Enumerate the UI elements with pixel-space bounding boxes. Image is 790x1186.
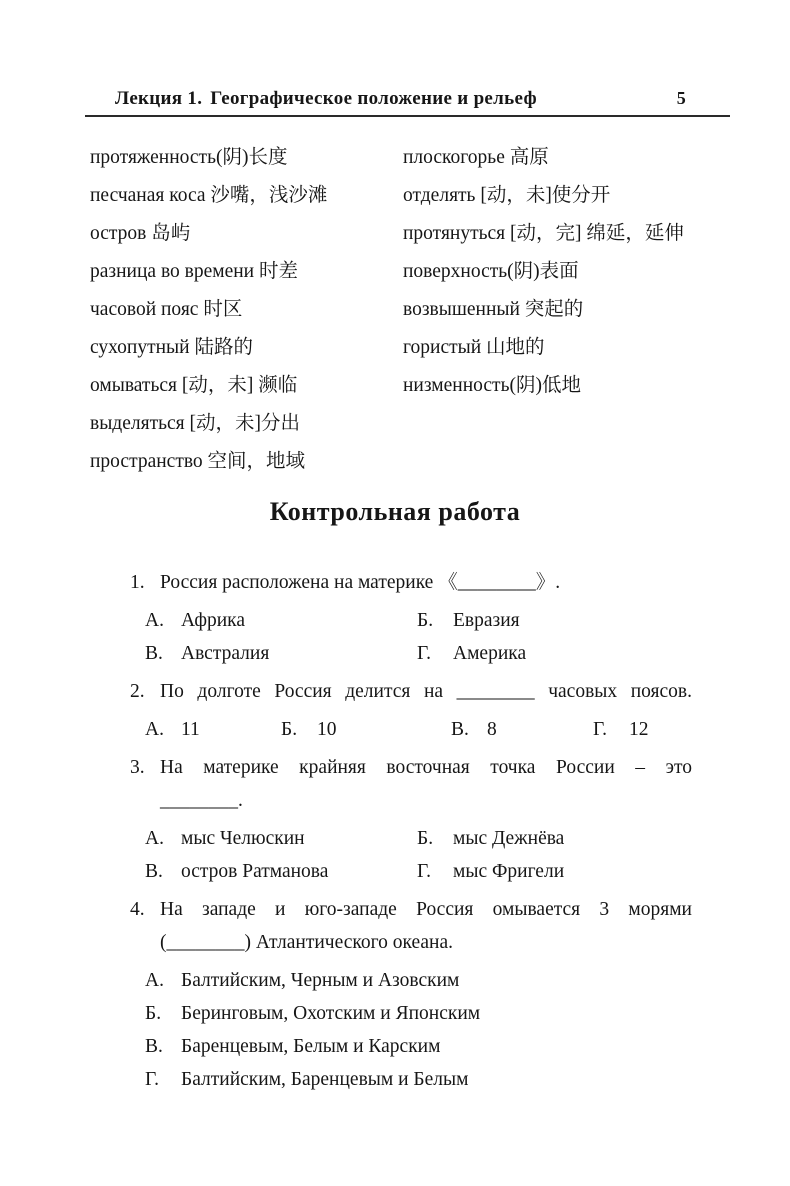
question-body: [145, 566, 692, 674]
vocab-item: отделять [动，未]使分开: [403, 185, 611, 206]
options-list: [145, 964, 692, 1096]
vocab-item: песчаная коса 沙嘴，浅沙滩: [90, 185, 328, 206]
vocab-item: разница во времени 时差: [90, 261, 298, 282]
option-letter: А.: [145, 610, 164, 631]
vocab-item: низменность(阴)低地: [403, 375, 581, 396]
option-letter: В.: [451, 719, 469, 740]
option-letter: Б.: [145, 1003, 162, 1024]
vocabulary-section: [90, 139, 740, 481]
option-text: 11: [181, 719, 200, 740]
option-a: [145, 964, 692, 997]
option-b: [417, 604, 692, 637]
option-text: 10: [317, 719, 337, 740]
vocab-item: пространство 空间，地域: [90, 451, 306, 472]
question-number: 4.: [130, 899, 145, 920]
question-3: [130, 751, 692, 892]
question-text: На материке крайняя восточная точка России – это: [160, 757, 692, 778]
vocab-item: сухопутный 陆路的: [90, 337, 253, 358]
option-g: [417, 637, 692, 670]
option-v: [451, 713, 593, 746]
option-letter: Г.: [145, 1069, 159, 1090]
option-letter: А.: [145, 828, 164, 849]
option-a: [145, 822, 417, 855]
vocab-item: омываться [动，未] 濒临: [90, 375, 298, 396]
vocab-item: остров 岛屿: [90, 223, 191, 244]
option-text: 8: [487, 719, 497, 740]
option-text: мыс Дежнёва: [453, 828, 565, 849]
option-text: Евразия: [453, 610, 520, 631]
vocab-item: плоскогорье 高原: [403, 147, 549, 168]
question-body: [145, 751, 692, 892]
option-letter: А.: [145, 970, 164, 991]
option-text: мыс Фригели: [453, 861, 565, 882]
option-g: [593, 713, 692, 746]
option-text: Балтийским, Черным и Азовским: [181, 970, 460, 991]
option-letter: В.: [145, 643, 163, 664]
option-v: [145, 1030, 692, 1063]
vocab-item: протянуться [动，完] 绵延，延伸: [403, 223, 684, 244]
option-text: Австралия: [181, 643, 270, 664]
question-number: 3.: [130, 757, 145, 778]
option-text: Беринговым, Охотским и Японским: [181, 1003, 481, 1024]
option-letter: Г.: [417, 643, 431, 664]
quiz-section: [130, 566, 692, 1101]
vocab-item: протяженность(阴)长度: [90, 147, 288, 168]
option-v: [145, 855, 417, 888]
vocab-left-column: [90, 139, 403, 481]
option-g: [417, 855, 692, 888]
options-grid: [145, 713, 692, 746]
option-b: [417, 822, 692, 855]
question-number: 1.: [130, 572, 145, 593]
question-text: На западе и юго-западе Россия омывается 3 морями: [160, 899, 692, 920]
option-g: [145, 1063, 692, 1096]
question-number: 2.: [130, 681, 145, 702]
option-b: [145, 997, 692, 1030]
vocab-item: выделяться [动，未]分出: [90, 413, 300, 434]
option-letter: Б.: [417, 610, 434, 631]
question-body: [145, 675, 692, 750]
vocab-right-column: [403, 139, 740, 481]
vocab-item: часовой пояс 时区: [90, 299, 243, 320]
section-title: Контрольная работа: [269, 497, 521, 526]
running-title: [115, 88, 537, 110]
option-letter: В.: [145, 1036, 163, 1057]
question-2: [130, 675, 692, 750]
option-text: Америка: [453, 643, 527, 664]
vocab-item: возвышенный 突起的: [403, 299, 584, 320]
option-text: Балтийским, Баренцевым и Белым: [181, 1069, 469, 1090]
question-text: По долготе Россия делится на ________ часовых поясов.: [160, 681, 692, 702]
option-letter: А.: [145, 719, 164, 740]
question-text: Россия расположена на материке 《________》.: [160, 572, 561, 593]
option-text: мыс Челюскин: [181, 828, 305, 849]
option-text: Баренцевым, Белым и Карским: [181, 1036, 441, 1057]
option-letter: Б.: [281, 719, 298, 740]
question-text-continued: (________) Атлантического океана.: [160, 932, 454, 953]
page-number: 5: [676, 88, 686, 108]
question-1: [130, 566, 692, 674]
lecture-label: Лекция 1.: [115, 88, 203, 109]
option-text: 12: [629, 719, 649, 740]
option-a: [145, 713, 281, 746]
vocab-item: поверхность(阴)表面: [403, 261, 579, 282]
question-text-continued: ________.: [160, 790, 243, 811]
option-text: остров Ратманова: [181, 861, 329, 882]
option-letter: Г.: [593, 719, 607, 740]
option-text: Африка: [181, 610, 245, 631]
option-a: [145, 604, 417, 637]
vocab-item: гористый 山地的: [403, 337, 545, 358]
option-letter: Г.: [417, 861, 431, 882]
question-body: [145, 893, 692, 1100]
option-v: [145, 637, 417, 670]
option-letter: Б.: [417, 828, 434, 849]
option-letter: В.: [145, 861, 163, 882]
options-grid: [145, 604, 692, 670]
page-header: [115, 88, 728, 110]
question-4: [130, 893, 692, 1100]
lecture-title: Географическое положение и рельеф: [210, 88, 537, 109]
options-grid: [145, 822, 692, 888]
option-b: [281, 713, 451, 746]
header-rule: [85, 115, 730, 117]
